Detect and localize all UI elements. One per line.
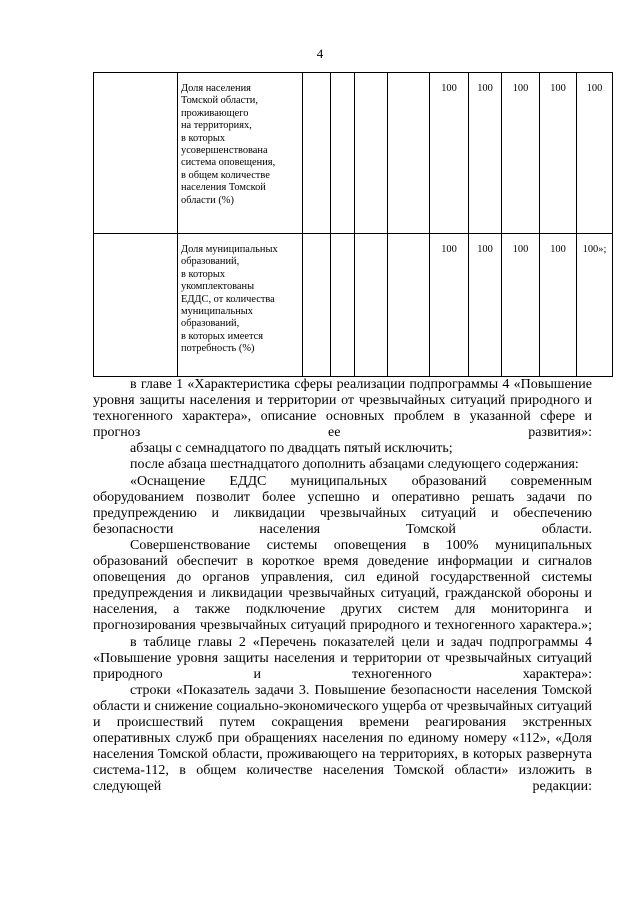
value-cell: 100 (577, 73, 613, 234)
empty-cell (388, 73, 430, 234)
empty-cell (303, 73, 331, 234)
value-cell: 100 (430, 234, 469, 377)
paragraph-chapter-1: в главе 1 «Характеристика сферы реализации подпрограммы 4 «Повышение уровня защиты населения и территории от чрезвычайных ситуаций природного и техногенного характера», описание основных проблем в указанной сфере и прогноз ее развития»: (93, 377, 592, 441)
empty-cell (303, 234, 331, 377)
empty-cell (388, 234, 430, 377)
paragraph-rows-task-3: строки «Показатель задачи 3. Повышение безопасности населения Томской области и снижение социально-экономического ущерба от чрезвычайных ситуаций и происшествий путем сокращения времени реагирования экстренных оперативных служб при обращениях населения по единому номеру «112», «Доля населения Томской области, проживающего на территориях, в которых развернута система-112, в общем количестве населения Томской области» изложить в следующей редакции: (93, 682, 593, 795)
value-cell: 100 (502, 234, 540, 377)
paragraph-exclude-abzacy: абзацы с семнадцатого по двадцать пятый исключить; (130, 441, 453, 457)
value-cell: 100 (502, 73, 540, 234)
value-cell: 100 (430, 73, 469, 234)
page-number: 4 (316, 46, 324, 61)
table-row (94, 73, 613, 234)
empty-cell (355, 73, 388, 234)
table-row (94, 234, 613, 377)
empty-cell (355, 234, 388, 377)
value-cell: 100»; (577, 234, 613, 377)
value-cell: 100 (540, 73, 577, 234)
empty-cell (331, 73, 355, 234)
empty-cell (331, 234, 355, 377)
indicator-name-cell: Доля населения Томской области, проживающего на территориях, в которых усовершенствована система оповещения, в общем количестве населения Томской области (%) (178, 73, 303, 234)
paragraph-notification-system: Совершенствование системы оповещения в 100% муниципальных образований обеспечит в короткое время доведение информации и сигналов оповещения до органов управления, сил единой государственной системы предупреждения и ликвидации чрезвычайных ситуаций, гражданской обороны и населения, а также подключение других систем для мониторинга и прогнозирования чрезвычайных ситуаций природного и техногенного характера.»; (93, 537, 592, 634)
empty-cell (94, 73, 178, 234)
empty-cell (94, 234, 178, 377)
value-cell: 100 (469, 73, 502, 234)
indicator-table (93, 72, 613, 377)
paragraph-table-chapter-2: в таблице главы 2 «Перечень показателей цели и задач подпрограммы 4 «Повышение уровня защиты населения и территории от чрезвычайных ситуаций природного и техногенного характера»: (93, 634, 592, 682)
value-cell: 100 (540, 234, 577, 377)
body-text (93, 377, 592, 795)
paragraph-add-abzacy: после абзаца шестнадцатого дополнить абзацами следующего содержания: (130, 457, 579, 473)
paragraph-edds: «Оснащение ЕДДС муниципальных образований современным оборудованием позволит более успешно и оперативно решать задачи по предупреждению и ликвидации чрезвычайных ситуаций и обеспечению безопасности населения Томской области. (93, 473, 592, 537)
indicator-name-cell: Доля муниципальных образований, в которых укомплектованы ЕДДС, от количества муниципальных образований, в которых имеется потребность (%) (178, 234, 303, 377)
value-cell: 100 (469, 234, 502, 377)
